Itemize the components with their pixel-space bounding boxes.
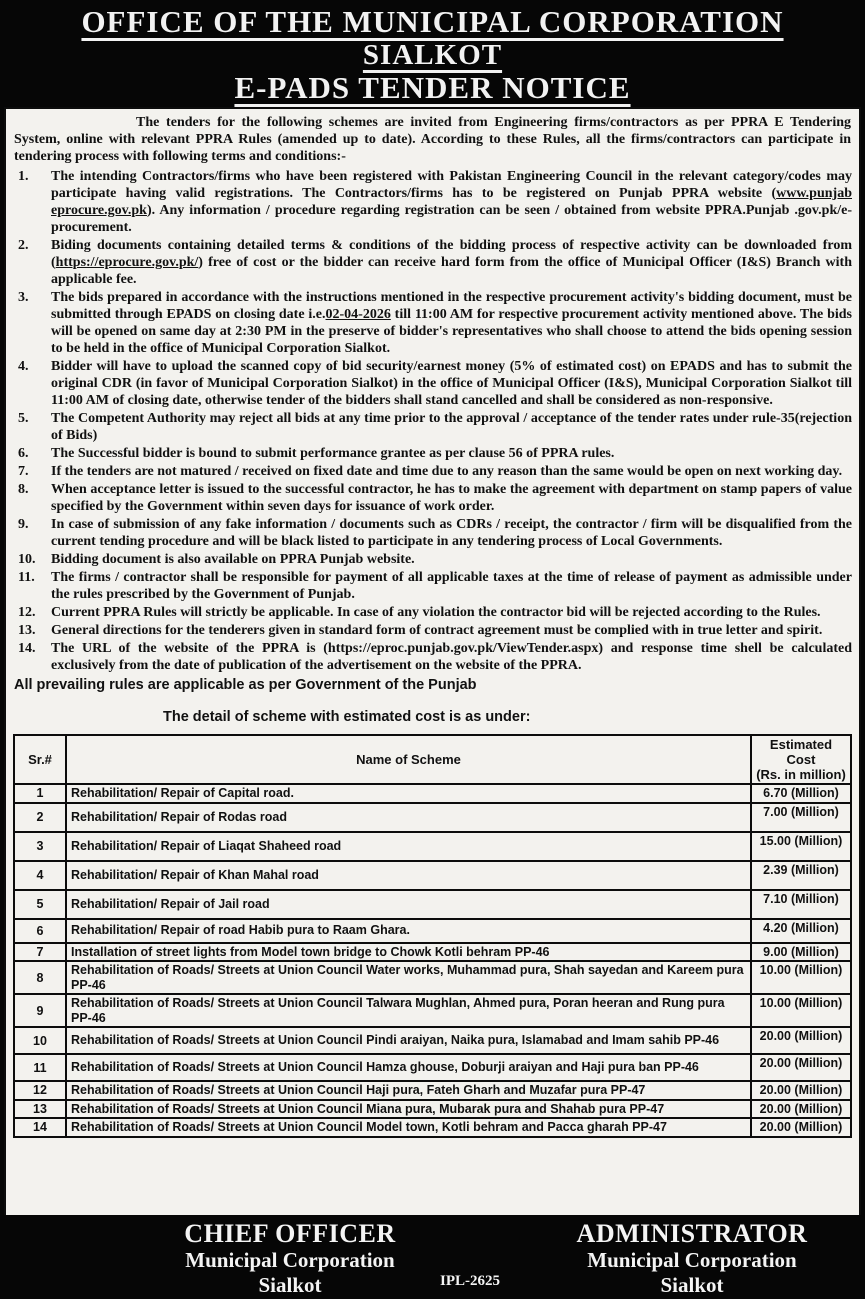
- chief-officer-title: CHIEF OFFICER: [184, 1219, 396, 1248]
- table-row: [14, 890, 851, 919]
- term-text: ) free of cost or the bidder can receive hard form from the office of Municipal Officer (I&S) Branch with applicable fee.: [51, 255, 852, 287]
- term-text: ). Any information / procedure regarding registration can be seen / obtained from website PPRA.Punjab .gov.pk/e-procurement.: [51, 203, 852, 235]
- term-number: 5.: [18, 411, 29, 426]
- row-sr: 13: [14, 1100, 66, 1119]
- row-sr: 1: [14, 784, 66, 803]
- term-item-11: [13, 569, 852, 603]
- row-cost: 7.10 (Million): [751, 890, 851, 919]
- row-scheme: Installation of street lights from Model town bridge to Chowk Kotli behram PP-46: [66, 943, 751, 962]
- term-number: 13.: [18, 623, 36, 638]
- row-cost: 2.39 (Million): [751, 861, 851, 890]
- row-sr: 10: [14, 1027, 66, 1054]
- table-row: [14, 784, 851, 803]
- col-header-scheme: Name of Scheme: [66, 735, 751, 784]
- masthead: [0, 0, 865, 104]
- term-number: 8.: [18, 482, 29, 497]
- row-cost: 10.00 (Million): [751, 994, 851, 1027]
- row-cost: 20.00 (Million): [751, 1081, 851, 1100]
- term-text: Bidding document is also available on PPRA Punjab website.: [51, 552, 415, 567]
- table-row: [14, 1118, 851, 1137]
- term-number: 9.: [18, 517, 29, 532]
- term-text: The Competent Authority may reject all bids at any time prior to the approval / acceptance of the tender rates under rule-35(rejection of Bids): [51, 411, 852, 443]
- term-item-12: [13, 604, 852, 621]
- term-text: The URL of the website of the PPRA is (https://eproc.punjab.gov.pk/ViewTender.aspx) and response time shell be calculated exclusively from the date of publication of the advertisement on the website of the PPRA.: [51, 641, 852, 673]
- row-cost: 10.00 (Million): [751, 961, 851, 994]
- notice-body: [4, 107, 861, 1225]
- schemes-table: [13, 734, 852, 1138]
- administrator-block: [527, 1220, 857, 1298]
- schemes-table-header: [14, 735, 851, 784]
- row-scheme: Rehabilitation/ Repair of road Habib pura to Raam Ghara.: [66, 919, 751, 943]
- table-row: [14, 943, 851, 962]
- row-sr: 7: [14, 943, 66, 962]
- office-title: OFFICE OF THE MUNICIPAL CORPORATION: [81, 4, 784, 39]
- row-scheme: Rehabilitation of Roads/ Streets at Union Council Pindi araiyan, Naika pura, Islamabad and Imam sahib PP-46: [66, 1027, 751, 1054]
- term-number: 14.: [18, 641, 36, 656]
- row-cost: 9.00 (Million): [751, 943, 851, 962]
- row-scheme: Rehabilitation of Roads/ Streets at Union Council Model town, Kotli behram and Pacca gharah PP-47: [66, 1118, 751, 1137]
- table-row: [14, 994, 851, 1027]
- row-cost: 4.20 (Million): [751, 919, 851, 943]
- row-scheme: Rehabilitation/ Repair of Khan Mahal road: [66, 861, 751, 890]
- table-row: [14, 832, 851, 861]
- row-cost: 20.00 (Million): [751, 1100, 851, 1119]
- term-text: The bids prepared in accordance with the instructions mentioned in the respective procurement activity's bidding document, must be submitted through EPADS on closing date i.e.: [51, 290, 852, 322]
- table-row: [14, 1054, 851, 1081]
- chief-officer-city: Sialkot: [258, 1273, 322, 1297]
- ipl-number: IPL-2625: [440, 1273, 500, 1289]
- term-text: In case of submission of any fake information / documents such as CDRs / receipt, the contractor / firm will be disqualified from the current tending procedure and will be black listed to participate in any tendering process of Local Governments.: [51, 517, 852, 549]
- row-sr: 11: [14, 1054, 66, 1081]
- row-scheme: Rehabilitation/ Repair of Liaqat Shaheed road: [66, 832, 751, 861]
- term-number: 7.: [18, 464, 29, 479]
- signature-footer: [0, 1215, 865, 1299]
- table-row: [14, 1027, 851, 1054]
- term-item-3: [13, 289, 852, 357]
- row-sr: 4: [14, 861, 66, 890]
- table-row: [14, 1100, 851, 1119]
- col-header-cost-line1: Estimated Cost: [769, 737, 833, 767]
- term-item-5: [13, 410, 852, 444]
- term-item-13: [13, 622, 852, 639]
- row-sr: 6: [14, 919, 66, 943]
- administrator-title: ADMINISTRATOR: [576, 1219, 808, 1248]
- term-text: Current PPRA Rules will strictly be applicable. In case of any violation the contractor bid will be rejected according to the Rules.: [51, 605, 821, 620]
- term-item-7: [13, 463, 852, 480]
- term-number: 10.: [18, 552, 36, 567]
- row-cost: 20.00 (Million): [751, 1118, 851, 1137]
- header-row: [14, 735, 851, 784]
- row-sr: 5: [14, 890, 66, 919]
- row-scheme: Rehabilitation/ Repair of Capital road.: [66, 784, 751, 803]
- term-number: 6.: [18, 446, 29, 461]
- col-header-cost-line2: (Rs. in million): [756, 767, 846, 782]
- col-header-cost: [751, 735, 851, 784]
- term-item-1: [13, 168, 852, 236]
- row-scheme: Rehabilitation of Roads/ Streets at Union Council Hamza ghouse, Doburji araiyan and Haji pura ban PP-46: [66, 1054, 751, 1081]
- table-row: [14, 861, 851, 890]
- row-scheme: Rehabilitation/ Repair of Rodas road: [66, 803, 751, 832]
- notice-title: E-PADS TENDER NOTICE: [234, 70, 631, 105]
- term-text: The intending Contractors/firms who have been registered with Pakistan Engineering Council in the relevant category/codes may participate having valid registrations. The Contractors/firms has to be registered on Punjab PPRA website (: [51, 169, 852, 201]
- row-cost: 20.00 (Million): [751, 1054, 851, 1081]
- row-scheme: Rehabilitation of Roads/ Streets at Union Council Water works, Muhammad pura, Shah sayedan and Kareem pura PP-46: [66, 961, 751, 994]
- term-text: Bidder will have to upload the scanned copy of bid security/earnest money (5% of estimated cost) on EPADS and has to submit the original CDR (in favor of Municipal Corporation Sialkot) in the office of Municipal Officer (I&S), Municipal Corporation Sialkot till 11:00 AM of closing date, otherwise tender of the bidders shall stand cancelled and shall be considered as non-responsive.: [51, 359, 852, 408]
- chief-officer-org: Municipal Corporation: [185, 1248, 395, 1272]
- row-sr: 14: [14, 1118, 66, 1137]
- term-link-text: www.punjab eprocure.gov.pk: [51, 186, 852, 218]
- term-item-8: [13, 481, 852, 515]
- term-number: 2.: [18, 238, 29, 253]
- row-sr: 9: [14, 994, 66, 1027]
- table-row: [14, 919, 851, 943]
- term-text: The firms / contractor shall be responsible for payment of all applicable taxes at the time of release of payment as admissible under the rules prescribed by the Government of Punjab.: [51, 570, 852, 602]
- term-text: General directions for the tenderers given in standard form of contract agreement must be complied with in true letter and spirit.: [51, 623, 823, 638]
- schemes-table-body: [14, 784, 851, 1137]
- term-number: 3.: [18, 290, 29, 305]
- terms-and-conditions-list: [13, 168, 852, 674]
- table-intro-line: The detail of scheme with estimated cost is as under:: [163, 709, 531, 725]
- administrator-org: Municipal Corporation: [587, 1248, 797, 1272]
- term-item-2: [13, 237, 852, 288]
- city-title: SIALKOT: [362, 39, 503, 71]
- term-number: 11.: [18, 570, 35, 585]
- term-item-14: [13, 640, 852, 674]
- term-item-10: [13, 551, 852, 568]
- term-number: 12.: [18, 605, 36, 620]
- term-item-6: [13, 445, 852, 462]
- term-item-9: [13, 516, 852, 550]
- col-header-sr: Sr.#: [14, 735, 66, 784]
- table-row: [14, 1081, 851, 1100]
- term-link-text: 02-04-2026: [325, 307, 391, 322]
- row-scheme: Rehabilitation of Roads/ Streets at Union Council Haji pura, Fateh Gharh and Muzafar pura PP-47: [66, 1081, 751, 1100]
- row-cost: 6.70 (Million): [751, 784, 851, 803]
- row-sr: 8: [14, 961, 66, 994]
- row-sr: 3: [14, 832, 66, 861]
- row-cost: 7.00 (Million): [751, 803, 851, 832]
- term-item-4: [13, 358, 852, 409]
- term-text: till 11:00 AM for respective procurement activity mentioned above. The bids will be opened on same day at 2:30 PM in the preserve of bidder's representatives who shall choose to attend the bids opening session to be held in the office of Municipal Corporation Sialkot.: [51, 307, 853, 356]
- term-text: If the tenders are not matured / received on fixed date and time due to any reason than the same would be open on next working day.: [51, 464, 843, 479]
- row-cost: 15.00 (Million): [751, 832, 851, 861]
- table-row: [14, 803, 851, 832]
- term-link-text: https://eprocure.gov.pk/: [55, 255, 199, 270]
- row-sr: 2: [14, 803, 66, 832]
- row-cost: 20.00 (Million): [751, 1027, 851, 1054]
- term-number: 4.: [18, 359, 29, 374]
- row-scheme: Rehabilitation of Roads/ Streets at Union Council Talwara Mughlan, Ahmed pura, Poran heeran and Rung pura PP-46: [66, 994, 751, 1027]
- table-row: [14, 961, 851, 994]
- term-text: When acceptance letter is issued to the successful contractor, he has to make the agreement with department on stamp papers of value specified by the Government within seven days for issuance of work order.: [51, 482, 852, 514]
- term-number: 1.: [18, 169, 29, 184]
- term-text: The Successful bidder is bound to submit performance grantee as per clause 56 of PPRA rules.: [51, 446, 615, 461]
- row-scheme: Rehabilitation of Roads/ Streets at Union Council Miana pura, Mubarak pura and Shahab pura PP-47: [66, 1100, 751, 1119]
- row-sr: 12: [14, 1081, 66, 1100]
- term-text: Biding documents containing detailed terms & conditions of the bidding process of respective activity can be downloaded from (: [51, 238, 852, 270]
- row-scheme: Rehabilitation/ Repair of Jail road: [66, 890, 751, 919]
- prevailing-rules-note: All prevailing rules are applicable as per Government of the Punjab: [14, 677, 477, 693]
- administrator-city: Sialkot: [660, 1273, 724, 1297]
- intro-paragraph: The tenders for the following schemes are invited from Engineering firms/contractors as per PPRA E Tendering System, online with relevant PPRA Rules (amended up to date). According to these Rules, all the firms/contractors can participate in tendering process with following terms and conditions:-: [14, 115, 851, 164]
